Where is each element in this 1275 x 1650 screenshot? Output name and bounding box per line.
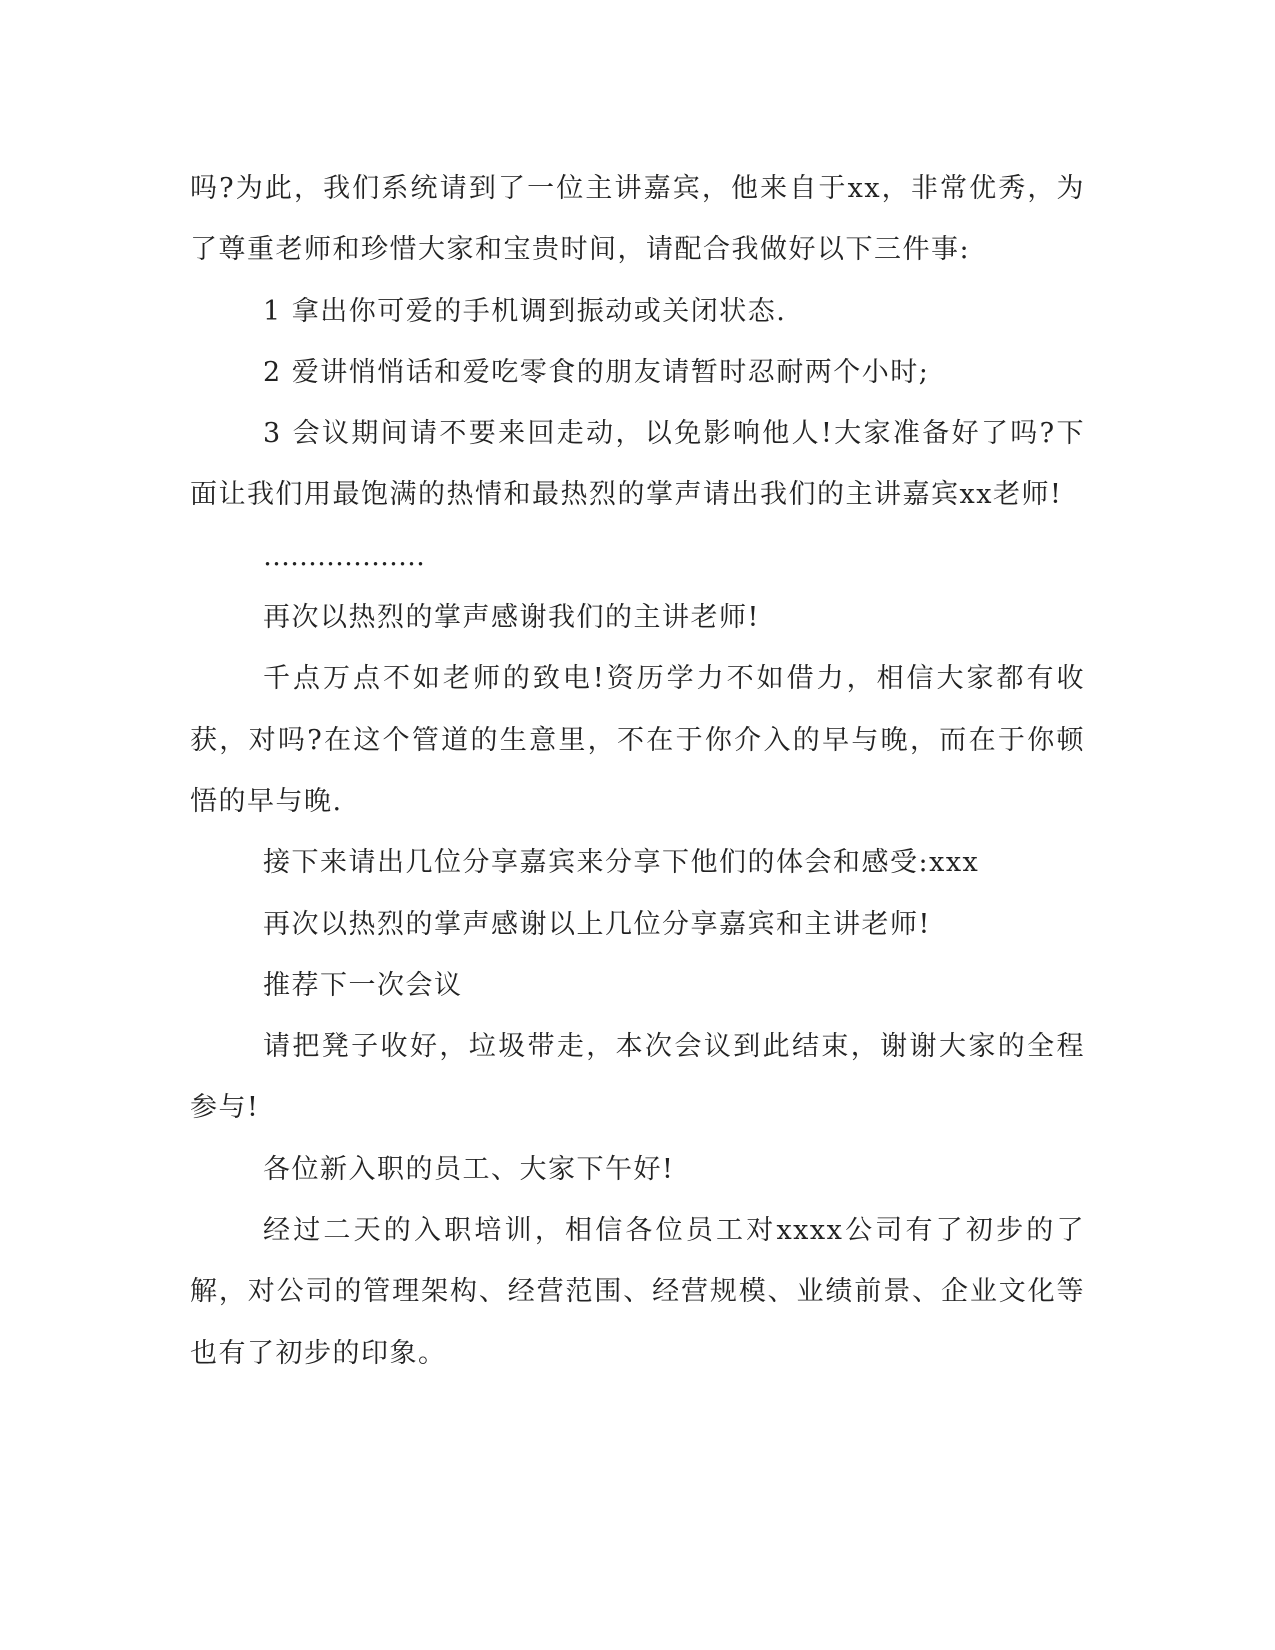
paragraph-ellipsis: ……………… [263, 540, 425, 572]
document-body [190, 158, 1085, 1384]
paragraph-rule-3: 3 会议期间请不要来回走动，以免影响他人!大家准备好了吗?下面让我们用最饱满的热情和最热烈的掌声请出我们的主讲嘉宾xx老师! [190, 418, 1085, 511]
paragraph-guest-sharing: 接下来请出几位分享嘉宾来分享下他们的体会和感受:xxx [263, 847, 980, 879]
paragraph-thanks-speaker: 再次以热烈的掌声感谢我们的主讲老师! [263, 602, 760, 634]
paragraph-reflection: 千点万点不如老师的致电!资历学力不如借力，相信大家都有收获，对吗?在这个管道的生意里，不在于你介入的早与晚，而在于你顿悟的早与晚. [190, 663, 1085, 817]
paragraph-continuation-intro: 吗?为此，我们系统请到了一位主讲嘉宾，他来自于xx，非常优秀，为了尊重老师和珍惜大家和宝贵时间，请配合我做好以下三件事: [190, 173, 1085, 266]
paragraph-onboarding: 经过二天的入职培训，相信各位员工对xxxx公司有了初步的了解，对公司的管理架构、经营范围、经营规模、业绩前景、企业文化等也有了初步的印象。 [190, 1215, 1085, 1369]
paragraph-greeting: 各位新入职的员工、大家下午好! [263, 1153, 675, 1185]
paragraph-next-meeting: 推荐下一次会议 [263, 969, 463, 1001]
paragraph-closing: 请把凳子收好，垃圾带走，本次会议到此结束，谢谢大家的全程参与! [190, 1031, 1085, 1124]
paragraph-rule-2: 2 爱讲悄悄话和爱吃零食的朋友请暂时忍耐两个小时; [263, 356, 930, 388]
paragraph-rule-1: 1 拿出你可爱的手机调到振动或关闭状态. [263, 295, 787, 327]
paragraph-thanks-guests: 再次以热烈的掌声感谢以上几位分享嘉宾和主讲老师! [263, 908, 931, 940]
